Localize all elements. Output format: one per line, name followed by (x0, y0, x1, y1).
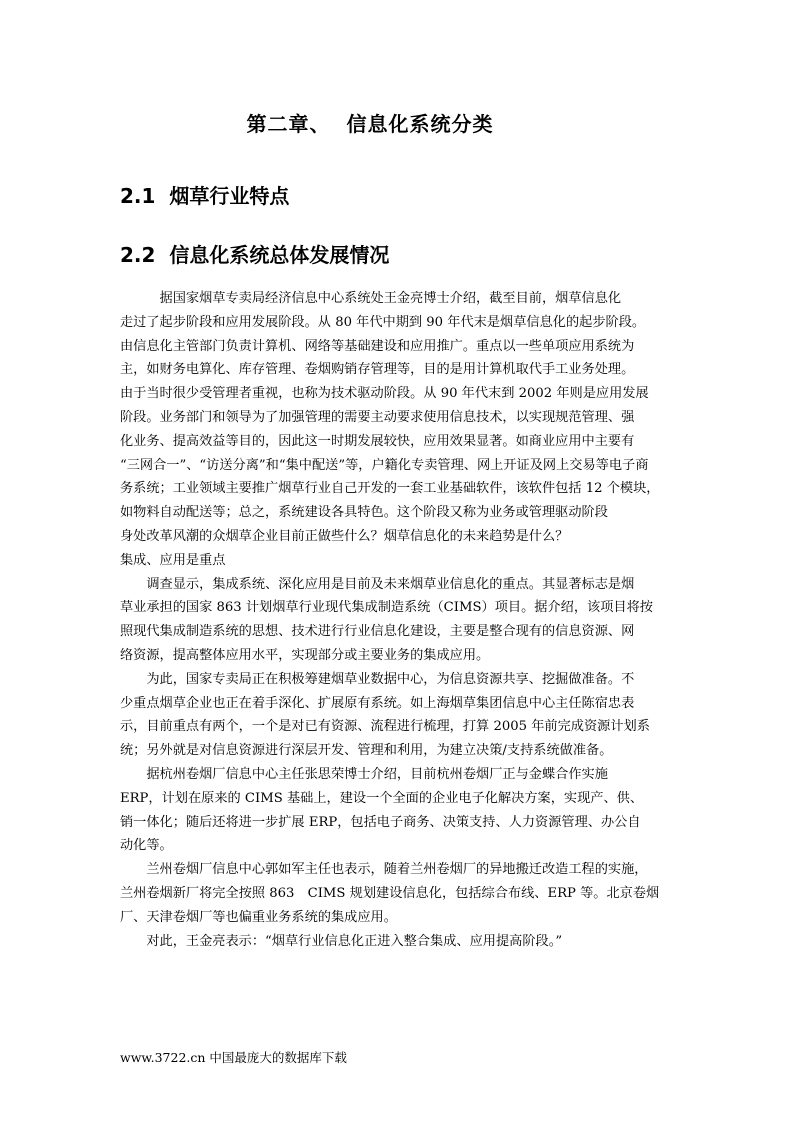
body-line: 调查显示，集成系统、深化应用是目前及未来烟草业信息化的重点。其显著标志是烟 (120, 576, 635, 592)
body-line: 由信息化主管部门负责计算机、网络等基础建设和应用推广。重点以一些单项应用系统为 (120, 338, 635, 354)
body-line: 主，如财务电算化、库存管理、卷烟购销存管理等，目的是用计算机取代手工业务处理。 (120, 362, 635, 378)
body-line: 销一体化；随后还将进一步扩展 ERP，包括电子商务、决策支持、人力资源管理、办公自 (120, 814, 641, 830)
body-line: 对此，王金亮表示：“烟草行业信息化正进入整合集成、应用提高阶段。” (120, 933, 563, 949)
body-line: 动化等。 (120, 838, 173, 854)
body-line: 据杭州卷烟厂信息中心主任张思荣博士介绍，目前杭州卷烟厂正与金蝶合作实施 (120, 766, 608, 782)
section-heading-2-2: 2.2 信息化系统总体发展情况 (120, 243, 390, 267)
body-line: 如物料自动配送等；总之，系统建设各具特色。这个阶段又称为业务或管理驱动阶段 (120, 505, 608, 521)
body-line: 厂、天津卷烟厂等也偏重业务系统的集成应用。 (120, 909, 397, 925)
body-line: 为此，国家专卖局正在积极筹建烟草业数据中心，为信息资源共享、挖掘做准备。不 (120, 671, 635, 687)
body-line: 草业承担的国家 863 计划烟草行业现代集成制造系统（CIMS）项目。据介绍，该项目将按 (120, 600, 653, 616)
body-line: 阶段。业务部门和领导为了加强管理的需要主动要求使用信息技术，以实现规范管理、强 (120, 409, 635, 425)
body-line: 统；另外就是对信息资源进行深层开发、管理和利用，为建立决策/支持系统做准备。 (120, 743, 613, 759)
body-line: 照现代集成制造系统的思想、技术进行行业信息化建设，主要是整合现有的信息资源、网 (120, 624, 635, 640)
chapter-title: 第二章、 信息化系统分类 (246, 112, 494, 136)
body-line: 示，目前重点有两个，一个是对已有资源、流程进行梳理，打算 2005 年前完成资源计划系 (120, 719, 650, 735)
body-line: 络资源，提高整体应用水平，实现部分或主要业务的集成应用。 (120, 647, 490, 663)
section-heading-2-1: 2.1 烟草行业特点 (120, 184, 290, 208)
body-text (120, 287, 690, 953)
body-line: 兰州卷烟厂信息中心郭如军主任也表示，随着兰州卷烟厂的异地搬迁改造工程的实施， (120, 862, 648, 878)
body-line: 务系统；工业领域主要推广烟草行业自己开发的一套工业基础软件，该软件包括 12 个模块， (120, 481, 660, 497)
body-line: 集成、应用是重点 (120, 552, 226, 568)
body-line: 由于当时很少受管理者重视，也称为技术驱动阶段。从 90 年代末到 2002 年则是应用发展 (120, 386, 649, 402)
body-line: 化业务、提高效益等目的，因此这一时期发展较快，应用效果显著。如商业应用中主要有 (120, 433, 635, 449)
body-line: 走过了起步阶段和应用发展阶段。从 80 年代中期到 90 年代末是烟草信息化的起步阶段。 (120, 314, 646, 330)
body-line: 据国家烟草专卖局经济信息中心系统处王金亮博士介绍，截至目前，烟草信息化 (120, 291, 622, 306)
body-line: “三网合一”、“访送分离”和“集中配送”等，户籍化专卖管理、网上开证及网上交易等电子商 (120, 457, 649, 473)
body-line: ERP，计划在原来的 CIMS 基础上，建设一个全面的企业电子化解决方案，实现产、供、 (120, 790, 644, 806)
body-line: 兰州卷烟新厂将完全按照 863 CIMS 规划建设信息化，包括综合布线、ERP 等。北京卷烟 (120, 885, 660, 901)
footer-text: www.3722.cn 中国最庞大的数据库下载 (120, 1050, 347, 1065)
body-line: 少重点烟草企业也正在着手深化、扩展原有系统。如上海烟草集团信息中心主任陈宿忠表 (120, 695, 635, 711)
body-line: 身处改革风潮的众烟草企业目前正做些什么？烟草信息化的未来趋势是什么？ (120, 528, 569, 544)
